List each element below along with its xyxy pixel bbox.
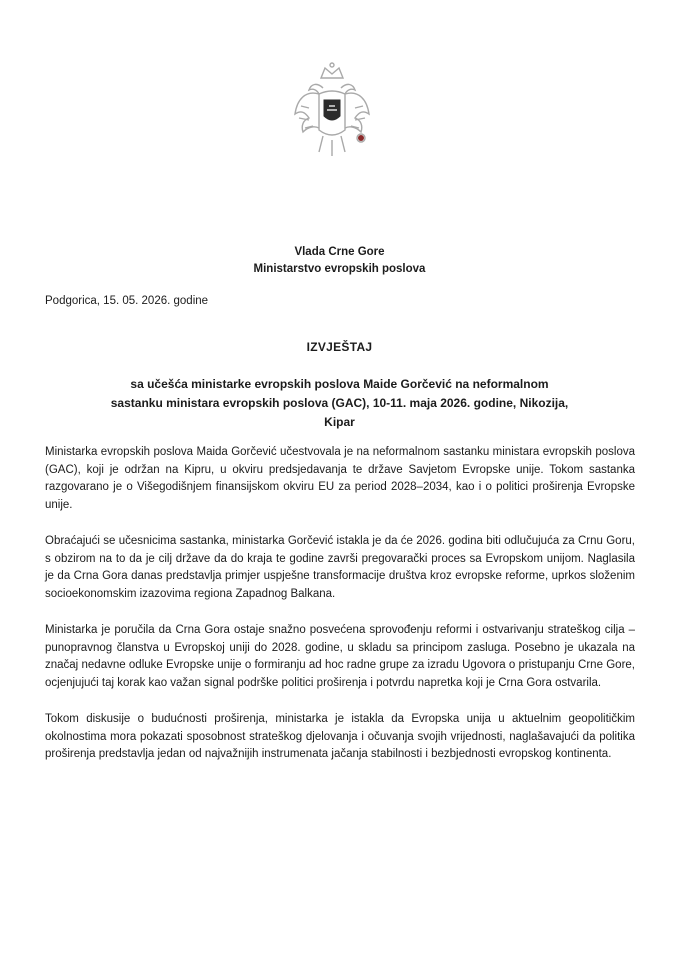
report-title: IZVJEŠTAJ <box>306 340 373 354</box>
date-line: Podgorica, 15. 05. 2026. godine <box>45 295 209 307</box>
ministry-name: Ministarstvo evropskih poslova <box>253 263 426 275</box>
report-subtitle: sa učešća ministarke evropskih poslova Maide Gorčević na neformalnom sastanku ministara evropskih poslova (GAC), 10-11. maja 2026. godine, Nikozija, Kipar <box>110 377 569 429</box>
paragraph: Obraćajući se učesnicima sastanka, ministarka Gorčević istakla je da će 2026. godina biti odlučujuća za Crnu Goru, s obzirom na to da je cilj države da do kraja te godine završi pregovarački proces sa Evropskom unijom. Naglasila je da Crna Gora danas predstavlja primjer uspješne transformacije društva kroz evropske reforme, uprkos složenim socioekonomskim izazovima regiona Zapadnog Balkana. <box>45 535 635 600</box>
paragraph: Ministarka evropskih poslova Maida Gorčević učestvovala je na neformalnom sastanku ministara evropskih poslova (GAC), koji je održan na Kipru, u okviru predsjedavanja te države Savjetom Evropske unije. Tokom sastanka razgovarano je o Višegodišnjem finansijskom okviru EU za period 2028–2034, kao i o politici proširenja Evropske unije. <box>45 446 635 511</box>
coat-of-arms-icon <box>287 60 377 160</box>
paragraph: Tokom diskusije o budućnosti proširenja, ministarka je istakla da Evropska unija u aktuelnim geopolitičkim okolnostima mora pokazati sposobnost strateškog djelovanja i očuvanja svojih vrijednosti, naglašavajući da politika proširenja predstavlja jedan od najvažnijih instrumenata jačanja stabilnosti i bezbjednosti evropskog kontinenta. <box>45 713 635 760</box>
letterhead <box>0 244 679 278</box>
report-body <box>45 444 635 783</box>
government-name: Vlada Crne Gore <box>294 246 385 258</box>
paragraph: Ministarka je poručila da Crna Gora ostaje snažno posvećena sprovođenju reformi i ostvarivanju strateškog cilja – punopravnog članstva u Evropskoj uniji do 2028. godine, u skladu sa principom zasluga. Posebno je ukazala na značaj nedavne odluke Evropske unije o formiranju ad hoc radne grupe za izradu Ugovora o pristupanju Crne Gore, ocjenjujući taj korak kao važan signal podrške politici proširenja i potvrdu napretka koji je Crna Gora ostvarila. <box>45 624 635 689</box>
